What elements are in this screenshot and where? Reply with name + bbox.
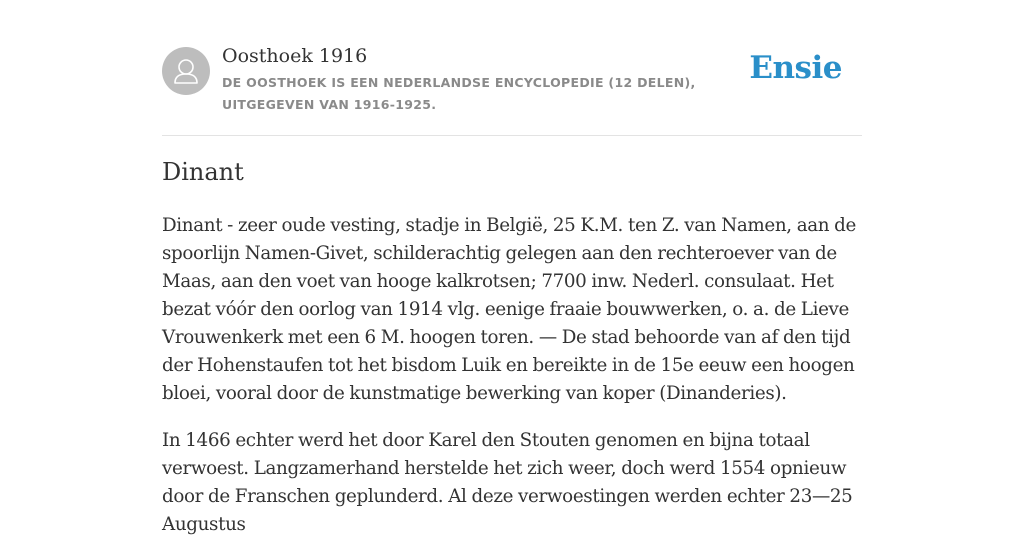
source-header xyxy=(162,0,862,136)
page-container xyxy=(162,0,862,535)
user-avatar-icon xyxy=(162,47,210,95)
article-title: Dinant xyxy=(162,158,244,186)
ensie-logo[interactable]: Ensie xyxy=(749,50,842,86)
source-title[interactable]: Oosthoek 1916 xyxy=(222,45,368,67)
source-description: DE OOSTHOEK IS EEN NEDERLANDSE ENCYCLOPEDIE (12 DELEN), UITGEGEVEN VAN 1916-1925. xyxy=(222,75,696,112)
article-paragraph: Dinant - zeer oude vesting, stadje in België, 25 K.M. ten Z. van Namen, aan de spoorlijn Namen-Givet, schilderachtig gelegen aan den rechteroever van de Maas, aan den voet van hooge kalkrotsen; 7700 inw. Nederl. consulaat. Het bezat vóór den oorlog van 1914 vlg. eenige fraaie bouwwerken, o. a. de Lieve Vrouwenkerk met een 6 M. hoogen toren. — De stad behoorde van af den tijd der Hohenstaufen tot het bisdom Luik en bereikte in de 15e eeuw een hoogen bloei, vooral door de kunstmatige bewerking van koper (Dinanderies). xyxy=(162,215,856,404)
person-outline-icon xyxy=(162,47,210,95)
article-paragraph: In 1466 echter werd het door Karel den Stouten genomen en bijna totaal verwoest. Langzamerhand herstelde het zich weer, doch werd 1554 opnieuw door de Franschen geplunderd. Al deze verwoestingen werden echter 23—25 Augustus xyxy=(162,430,853,535)
article-body xyxy=(162,212,862,558)
